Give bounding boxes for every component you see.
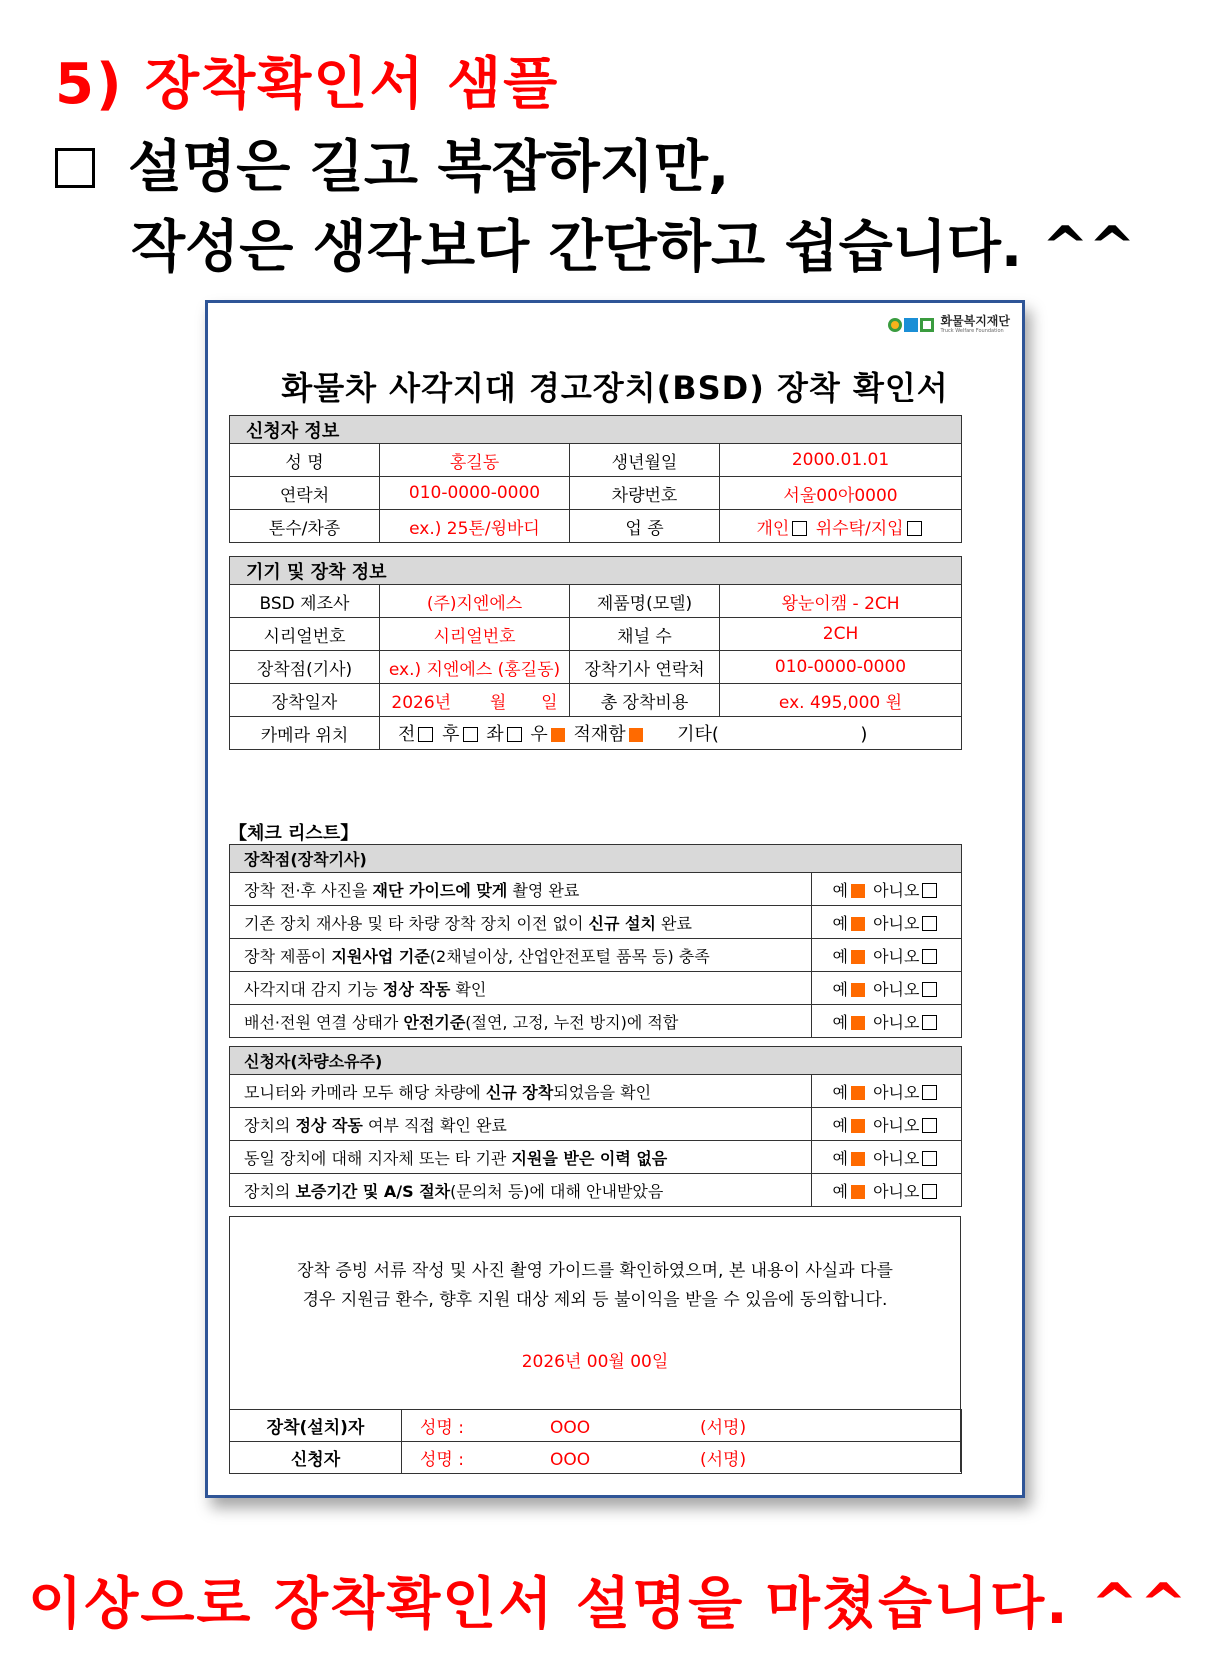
logo-name: 화물복지재단 bbox=[940, 314, 1010, 328]
signature-row bbox=[230, 1410, 962, 1442]
serial-value[interactable]: 시리얼번호 bbox=[380, 618, 570, 651]
date-year: 2026년 bbox=[391, 692, 452, 713]
phone-value[interactable]: 010-0000-0000 bbox=[380, 477, 570, 510]
applicant-info-table bbox=[229, 415, 962, 543]
date-day: 일 bbox=[541, 692, 558, 713]
checklist-item: 동일 장치에 대해 지자체 또는 타 기관 지원을 받은 이력 없음 bbox=[230, 1141, 812, 1174]
manufacturer-value[interactable]: (주)지엔에스 bbox=[380, 585, 570, 618]
checkbox-icon[interactable] bbox=[792, 521, 807, 536]
signature-row bbox=[230, 1442, 962, 1474]
signature-table bbox=[229, 1409, 962, 1474]
checklist-item: 장착 전·후 사진을 재단 가이드에 맞게 촬영 완료 bbox=[230, 873, 812, 906]
checklist-row bbox=[230, 939, 962, 972]
field-label: 연락처 bbox=[230, 477, 380, 510]
field-label: 채널 수 bbox=[570, 618, 720, 651]
field-label: 업 종 bbox=[570, 510, 720, 543]
logo-mark-icon bbox=[888, 318, 934, 332]
checked-box-icon[interactable] bbox=[851, 917, 865, 931]
page-heading: 5) 장착확인서 샘플 bbox=[55, 52, 560, 117]
logo-name-en: Truck Welfare Foundation bbox=[940, 328, 1004, 334]
checklist-row bbox=[230, 906, 962, 939]
yes-no-options: 예 아니오 bbox=[812, 939, 962, 972]
section-title: 신청자(차량소유주) bbox=[230, 1047, 962, 1075]
field-label: 카메라 위치 bbox=[230, 717, 380, 750]
yes-no-options: 예 아니오 bbox=[812, 873, 962, 906]
table-row bbox=[230, 651, 962, 684]
business-type-options bbox=[720, 510, 962, 543]
option-other-label: 기타( bbox=[677, 724, 719, 745]
yes-no-options: 예 아니오 bbox=[812, 1141, 962, 1174]
yes-no-options: 예 아니오 bbox=[812, 1005, 962, 1038]
intro-line-1: 설명은 길고 복잡하지만, bbox=[128, 135, 730, 200]
checkbox-icon[interactable] bbox=[922, 916, 937, 931]
checked-box-icon[interactable] bbox=[851, 983, 865, 997]
consent-line-2: 경우 지원금 환수, 향후 지원 대상 제외 등 불이익을 받을 수 있음에 동의합니다. bbox=[302, 1290, 888, 1310]
owner-checklist bbox=[229, 1046, 962, 1207]
option-front-label: 전 bbox=[398, 724, 416, 745]
checked-box-icon[interactable] bbox=[851, 1152, 865, 1166]
checkbox-icon[interactable] bbox=[507, 727, 522, 742]
confirmation-document bbox=[205, 300, 1025, 1498]
field-label: 제품명(모델) bbox=[570, 585, 720, 618]
checklist-row bbox=[230, 1174, 962, 1207]
checkbox-icon[interactable] bbox=[922, 1015, 937, 1030]
install-date-value[interactable] bbox=[380, 684, 570, 717]
signer-label: 장착(설치)자 bbox=[230, 1410, 402, 1442]
checked-box-icon[interactable] bbox=[851, 884, 865, 898]
device-info-table bbox=[229, 556, 962, 750]
name-value[interactable]: 홍길동 bbox=[380, 444, 570, 477]
consent-line-1: 장착 증빙 서류 작성 및 사진 촬영 가이드를 확인하였으며, 본 내용이 사실과 다를 bbox=[297, 1261, 893, 1281]
checklist-item: 기존 장치 재사용 및 타 차량 장착 장치 이전 없이 신규 설치 완료 bbox=[230, 906, 812, 939]
field-label: 장착일자 bbox=[230, 684, 380, 717]
checklist-item: 장치의 정상 작동 여부 직접 확인 완료 bbox=[230, 1108, 812, 1141]
signer-field[interactable]: 성명 : OOO (서명) bbox=[402, 1410, 962, 1442]
installer-value[interactable]: ex.) 지엔에스 (홍길동) bbox=[380, 651, 570, 684]
checkbox-icon[interactable] bbox=[922, 1118, 937, 1133]
field-label: 총 장착비용 bbox=[570, 684, 720, 717]
checkbox-icon[interactable] bbox=[922, 1085, 937, 1100]
checked-box-icon[interactable] bbox=[629, 728, 643, 742]
intro-line-2: 작성은 생각보다 간단하고 쉽습니다. ^^ bbox=[131, 215, 1136, 280]
checkbox-icon[interactable] bbox=[922, 1184, 937, 1199]
option-left-label: 좌 bbox=[486, 724, 504, 745]
field-label: 장착기사 연락처 bbox=[570, 651, 720, 684]
checklist-item: 장착 제품이 지원사업 기준(2채널이상, 산업안전포털 품목 등) 충족 bbox=[230, 939, 812, 972]
table-row bbox=[230, 444, 962, 477]
camera-position-options bbox=[380, 717, 962, 750]
checked-box-icon[interactable] bbox=[851, 1016, 865, 1030]
option-individual-label: 개인 bbox=[756, 518, 790, 539]
checklist-title: 【체크 리스트】 bbox=[229, 823, 359, 844]
cost-value[interactable]: ex. 495,000 원 bbox=[720, 684, 962, 717]
signer-field[interactable]: 성명 : OOO (서명) bbox=[402, 1442, 962, 1474]
checked-box-icon[interactable] bbox=[851, 1185, 865, 1199]
checklist-item: 장치의 보증기간 및 A/S 절차(문의처 등)에 대해 안내받았음 bbox=[230, 1174, 812, 1207]
yes-no-options: 예 아니오 bbox=[812, 1075, 962, 1108]
installer-checklist bbox=[229, 844, 962, 1038]
checklist-item: 배선·전원 연결 상태가 안전기준(절연, 고정, 누전 방지)에 적합 bbox=[230, 1005, 812, 1038]
checkbox-icon bbox=[55, 148, 95, 188]
consent-date[interactable]: 2026년 00월 00일 bbox=[521, 1352, 669, 1372]
installer-phone-value[interactable]: 010-0000-0000 bbox=[720, 651, 962, 684]
table-row bbox=[230, 585, 962, 618]
closing-message: 이상으로 장착확인서 설명을 마쳤습니다. ^^ bbox=[28, 1572, 1189, 1637]
date-month: 월 bbox=[489, 692, 507, 713]
checkbox-icon[interactable] bbox=[418, 727, 433, 742]
checklist-row bbox=[230, 1005, 962, 1038]
option-consignment-label: 위수탁/지입 bbox=[815, 518, 904, 539]
field-label: 차량번호 bbox=[570, 477, 720, 510]
checked-box-icon[interactable] bbox=[851, 1119, 865, 1133]
checklist-item: 모니터와 카메라 모두 해당 차량에 신규 장착되었음을 확인 bbox=[230, 1075, 812, 1108]
table-row bbox=[230, 684, 962, 717]
option-other-close: ) bbox=[860, 724, 868, 745]
field-label: 성 명 bbox=[230, 444, 380, 477]
yes-no-options: 예 아니오 bbox=[812, 972, 962, 1005]
checkbox-icon[interactable] bbox=[463, 727, 478, 742]
section-title: 신청자 정보 bbox=[230, 416, 962, 444]
checklist-item: 사각지대 감지 기능 정상 작동 확인 bbox=[230, 972, 812, 1005]
option-right-label: 우 bbox=[530, 724, 548, 745]
option-rear-label: 후 bbox=[442, 724, 460, 745]
table-row bbox=[230, 717, 962, 750]
intro-text bbox=[55, 128, 1136, 288]
birthdate-value[interactable]: 2000.01.01 bbox=[720, 444, 962, 477]
checklist-row bbox=[230, 1141, 962, 1174]
checkbox-icon[interactable] bbox=[922, 1151, 937, 1166]
signer-label: 신청자 bbox=[230, 1442, 402, 1474]
checklist-row bbox=[230, 873, 962, 906]
table-row bbox=[230, 618, 962, 651]
plate-value[interactable]: 서울00아0000 bbox=[720, 477, 962, 510]
document-title: 화물차 사각지대 경고장치(BSD) 장착 확인서 bbox=[281, 369, 949, 407]
checklist-row bbox=[230, 1075, 962, 1108]
checked-box-icon[interactable] bbox=[851, 1086, 865, 1100]
checkbox-icon[interactable] bbox=[922, 982, 937, 997]
field-label: 시리얼번호 bbox=[230, 618, 380, 651]
model-value[interactable]: 왕눈이캠 - 2CH bbox=[720, 585, 962, 618]
field-label: BSD 제조사 bbox=[230, 585, 380, 618]
foundation-logo bbox=[888, 315, 1010, 334]
checklist-row bbox=[230, 972, 962, 1005]
checked-box-icon[interactable] bbox=[851, 950, 865, 964]
tonnage-value[interactable]: ex.) 25톤/윙바디 bbox=[380, 510, 570, 543]
section-title: 기기 및 장착 정보 bbox=[230, 557, 962, 585]
table-row bbox=[230, 510, 962, 543]
field-label: 장착점(기사) bbox=[230, 651, 380, 684]
consent-text bbox=[230, 1257, 960, 1315]
checkbox-icon[interactable] bbox=[922, 883, 937, 898]
checked-box-icon[interactable] bbox=[551, 728, 565, 742]
field-label: 생년월일 bbox=[570, 444, 720, 477]
yes-no-options: 예 아니오 bbox=[812, 906, 962, 939]
checkbox-icon[interactable] bbox=[907, 521, 922, 536]
field-label: 톤수/차종 bbox=[230, 510, 380, 543]
yes-no-options: 예 아니오 bbox=[812, 1174, 962, 1207]
checkbox-icon[interactable] bbox=[922, 949, 937, 964]
channel-value[interactable]: 2CH bbox=[720, 618, 962, 651]
table-row bbox=[230, 477, 962, 510]
option-cargo-label: 적재함 bbox=[573, 724, 626, 745]
checklist-row bbox=[230, 1108, 962, 1141]
yes-no-options: 예 아니오 bbox=[812, 1108, 962, 1141]
section-title: 장착점(장착기사) bbox=[230, 845, 962, 873]
